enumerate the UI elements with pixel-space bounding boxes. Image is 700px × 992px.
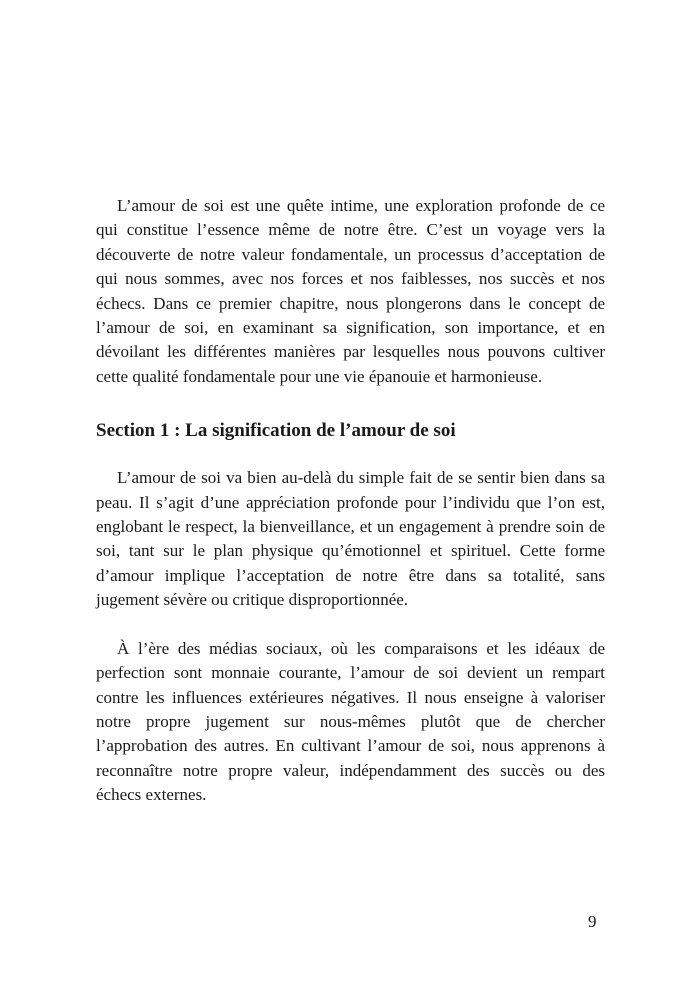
page-number: 9	[588, 912, 597, 931]
page-content	[96, 194, 605, 808]
section-1-paragraph-1: L’amour de soi va bien au-delà du simple fait de se sentir bien dans sa peau. Il s’agit d’une appréciation profonde pour l’individu que l’on est, englobant le respect, la bienveillance, et un engagement à prendre soin de soi, tant sur le plan physique qu’émotionnel et spirituel. Cette forme d’amour implique l’acceptation de notre être dans sa totalité, sans jugement sévère ou critique disproportionnée.	[96, 468, 605, 610]
section-1-paragraph-2: À l’ère des médias sociaux, où les comparaisons et les idéaux de perfection sont monnaie courante, l’amour de soi devient un rempart contre les influences extérieures négatives. Il nous enseigne à valoriser notre propre jugement sur nous-mêmes plutôt que de chercher l’approbation des autres. En cultivant l’amour de soi, nous apprenons à reconnaître notre propre valeur, indépendamment des succès ou des échecs externes.	[96, 638, 605, 805]
section-heading: Section 1 : La signification de l’amour de soi	[96, 420, 456, 442]
intro-paragraph: L’amour de soi est une quête intime, une exploration profonde de ce qui constitue l’essence même de notre être. C’est un voyage vers la découverte de notre valeur fondamentale, un processus d’acceptation de qui nous sommes, avec nos forces et nos faiblesses, nos succès et nos échecs. Dans ce premier chapitre, nous plongerons dans le concept de l’amour de soi, en examinant sa signification, son importance, et en dévoilant les différentes manières par lesquelles nous pouvons cultiver cette qualité fondamentale pour une vie épanouie et harmonieuse.	[96, 196, 605, 386]
